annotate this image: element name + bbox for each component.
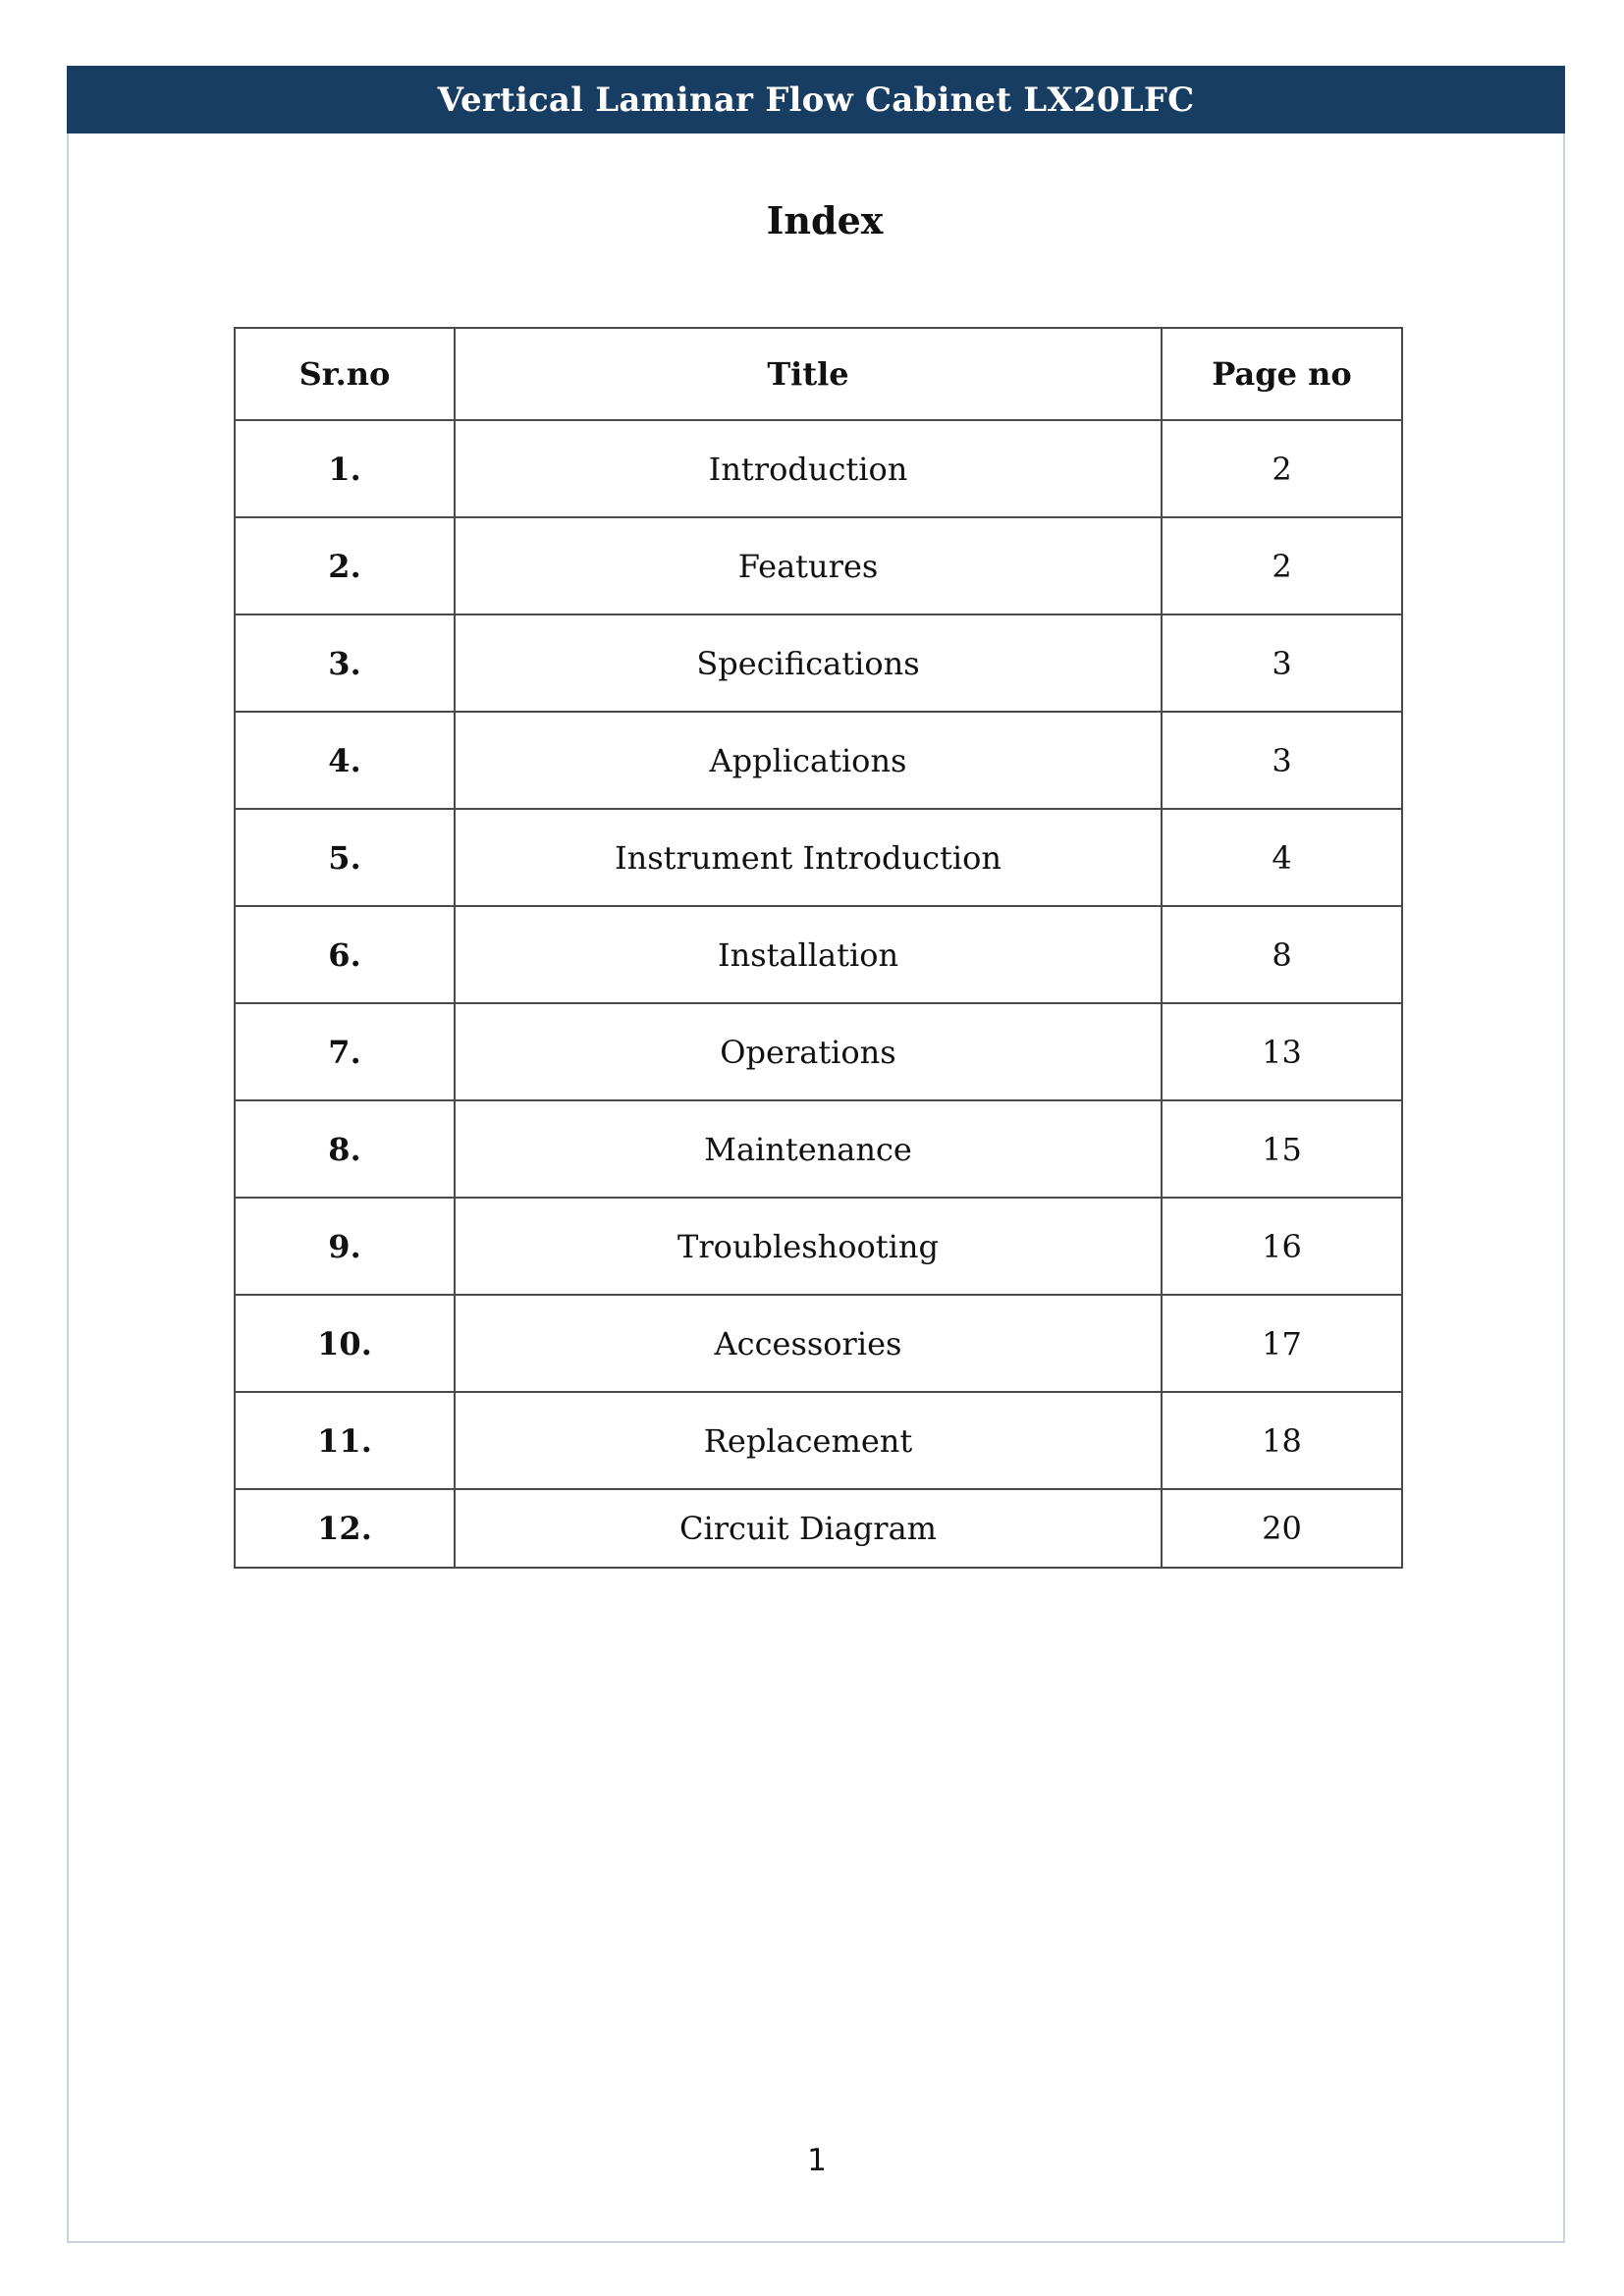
table-row — [235, 420, 1402, 517]
table-row — [235, 712, 1402, 809]
column-header-page: Page no — [1162, 328, 1402, 420]
row-page: 3 — [1162, 712, 1402, 809]
document-header — [67, 66, 1565, 133]
column-header-title: Title — [455, 328, 1162, 420]
page-number: 1 — [807, 2143, 827, 2178]
column-header-sr: Sr.no — [235, 328, 455, 420]
table-row — [235, 1003, 1402, 1100]
row-page: 3 — [1162, 614, 1402, 712]
row-sr: 5. — [235, 809, 455, 906]
table-row — [235, 1198, 1402, 1295]
row-sr: 11. — [235, 1392, 455, 1489]
row-page: 2 — [1162, 517, 1402, 614]
row-title: Troubleshooting — [455, 1198, 1162, 1295]
row-page: 16 — [1162, 1198, 1402, 1295]
row-page: 4 — [1162, 809, 1402, 906]
table-row — [235, 1392, 1402, 1489]
row-title: Accessories — [455, 1295, 1162, 1392]
row-sr: 4. — [235, 712, 455, 809]
row-sr: 12. — [235, 1489, 455, 1568]
table-row — [235, 809, 1402, 906]
row-title: Circuit Diagram — [455, 1489, 1162, 1568]
row-sr: 3. — [235, 614, 455, 712]
table-row — [235, 906, 1402, 1003]
row-sr: 10. — [235, 1295, 455, 1392]
row-page: 20 — [1162, 1489, 1402, 1568]
row-title: Specifications — [455, 614, 1162, 712]
row-page: 18 — [1162, 1392, 1402, 1489]
row-title: Replacement — [455, 1392, 1162, 1489]
index-heading: Index — [766, 198, 884, 242]
table-header-row — [235, 328, 1402, 420]
document-title: Vertical Laminar Flow Cabinet LX20LFC — [437, 80, 1195, 120]
row-sr: 1. — [235, 420, 455, 517]
table-row — [235, 1100, 1402, 1198]
row-title: Introduction — [455, 420, 1162, 517]
row-sr: 7. — [235, 1003, 455, 1100]
table-row — [235, 1295, 1402, 1392]
table-row — [235, 1489, 1402, 1568]
row-sr: 9. — [235, 1198, 455, 1295]
row-sr: 8. — [235, 1100, 455, 1198]
row-page: 15 — [1162, 1100, 1402, 1198]
row-title: Operations — [455, 1003, 1162, 1100]
row-page: 17 — [1162, 1295, 1402, 1392]
row-sr: 2. — [235, 517, 455, 614]
table-of-contents — [234, 327, 1403, 1569]
row-sr: 6. — [235, 906, 455, 1003]
row-title: Instrument Introduction — [455, 809, 1162, 906]
table-row — [235, 614, 1402, 712]
row-title: Features — [455, 517, 1162, 614]
row-title: Applications — [455, 712, 1162, 809]
row-title: Installation — [455, 906, 1162, 1003]
row-page: 13 — [1162, 1003, 1402, 1100]
row-page: 2 — [1162, 420, 1402, 517]
row-title: Maintenance — [455, 1100, 1162, 1198]
table-row — [235, 517, 1402, 614]
row-page: 8 — [1162, 906, 1402, 1003]
